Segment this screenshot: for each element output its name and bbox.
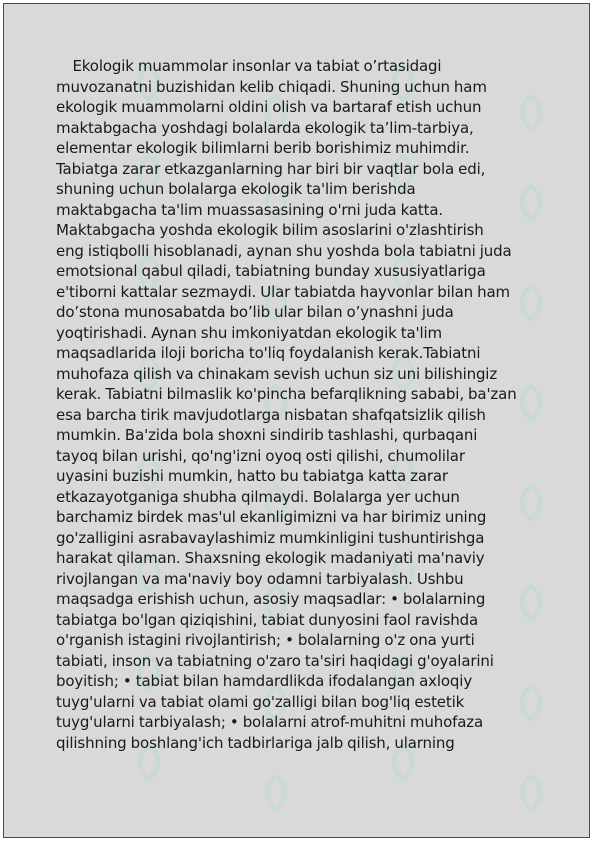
text-line: muhofaza qilish va chinakam sevish uchun siz uni bilishingiz xyxy=(56,364,498,383)
text-line: barchamiz birdek mas'ul ekanligimizni va har birimiz uning xyxy=(56,508,487,526)
text-line: maqsadga erishish uchun, asosiy maqsadlar: • bolalarning xyxy=(56,590,486,608)
text-line: maktabgacha yoshdagi bolalarda ekologik ta’lim-tarbiya, xyxy=(56,118,474,137)
document-page xyxy=(3,3,590,838)
text-line: qilishning boshlang'ich tadbirlariga jalb qilish, ularning xyxy=(56,733,455,752)
text-line: go'zalligini asrabavaylashimiz mumkinligini tushuntirishga xyxy=(56,528,485,547)
text-line: maktabgacha ta'lim muassasasining o'rni juda katta. xyxy=(56,200,444,219)
text-line: Tabiatga zarar etkazganlarning har biri bir vaqtlar bola edi, xyxy=(56,159,486,178)
text-line: boyitish; • tabiat bilan hamdardlikda ifodalangan axloqiy xyxy=(56,672,473,690)
text-line: muvozanatni buzishidan kelib chiqadi. Shuning uchun ham xyxy=(56,77,487,96)
text-line: Ekologik muammolar insonlar va tabiat o’rtasidagi xyxy=(56,57,442,75)
text-line: o'rganish istagini rivojlantirish; • bolalarning o'z ona yurti xyxy=(56,631,475,649)
text-line: do’stona munosabatda bo’lib ular bilan o’ynashni juda xyxy=(56,303,454,321)
text-line: tuyg'ularni tarbiyalash; • bolalarni atrof-muhitni muhofaza xyxy=(56,713,484,731)
text-line: emotsional qabul qiladi, tabiatning bunday xususiyatlariga xyxy=(56,262,486,280)
text-line: e'tiborni kattalar sezmaydi. Ular tabiatda hayvonlar bilan ham xyxy=(56,282,510,301)
text-line: shuning uchun bolalarga ekologik ta'lim berishda xyxy=(56,180,416,198)
text-line: Maktabgacha yoshda ekologik bilim asoslarini o'zlashtirish xyxy=(56,221,484,239)
text-line: esa barcha tirik mavjudotlarga nisbatan shafqatsizlik qilish xyxy=(56,405,486,424)
text-line: tabiati, inson va tabiatning o'zaro ta'siri haqidagi g'oyalarini xyxy=(56,651,494,670)
text-line: etkazayotganiga shubha qilmaydi. Bolalarga yer uchun xyxy=(56,487,460,506)
text-line: rivojlangan va ma'naviy boy odamni tarbiyalash. Ushbu xyxy=(56,569,464,588)
text-line: mumkin. Ba'zida bola shoxni sindirib tashlashi, qurbaqani xyxy=(56,426,478,444)
text-line: yoqtirishadi. Aynan shu imkoniyatdan ekologik ta'lim xyxy=(56,323,442,342)
text-line: kerak. Tabiatni bilmaslik ko'pincha befarqlikning sababi, ba'zan xyxy=(56,385,517,403)
text-line: ekologik muammolarni oldini olish va bartaraf etish uchun xyxy=(56,98,482,116)
document-body-text xyxy=(56,56,566,753)
text-line: tuyg'ularni va tabiat olami go'zalligi bilan bog'liq estetik xyxy=(56,692,465,711)
text-line: eng istiqbolli hisoblanadi, aynan shu yoshda bola tabiatni juda xyxy=(56,241,512,260)
text-line: tabiatga bo'lgan qiziqishini, tabiat dunyosini faol ravishda xyxy=(56,610,479,629)
text-line: uyasini buzishi mumkin, hatto bu tabiatga katta zarar xyxy=(56,467,448,485)
text-line: tayoq bilan urishi, qo'ng'izni oyoq osti qilishi, chumolilar xyxy=(56,446,465,465)
watermark-mark-icon xyxy=(514,774,548,812)
text-line: harakat qilaman. Shaxsning ekologik madaniyati ma'naviy xyxy=(56,549,485,567)
text-line: maqsadlarida iloji boricha to'liq foydalanish kerak.Tabiatni xyxy=(56,344,481,362)
watermark-mark-icon xyxy=(259,774,293,812)
text-line: elementar ekologik bilimlarni berib borishimiz muhimdir. xyxy=(56,139,470,157)
